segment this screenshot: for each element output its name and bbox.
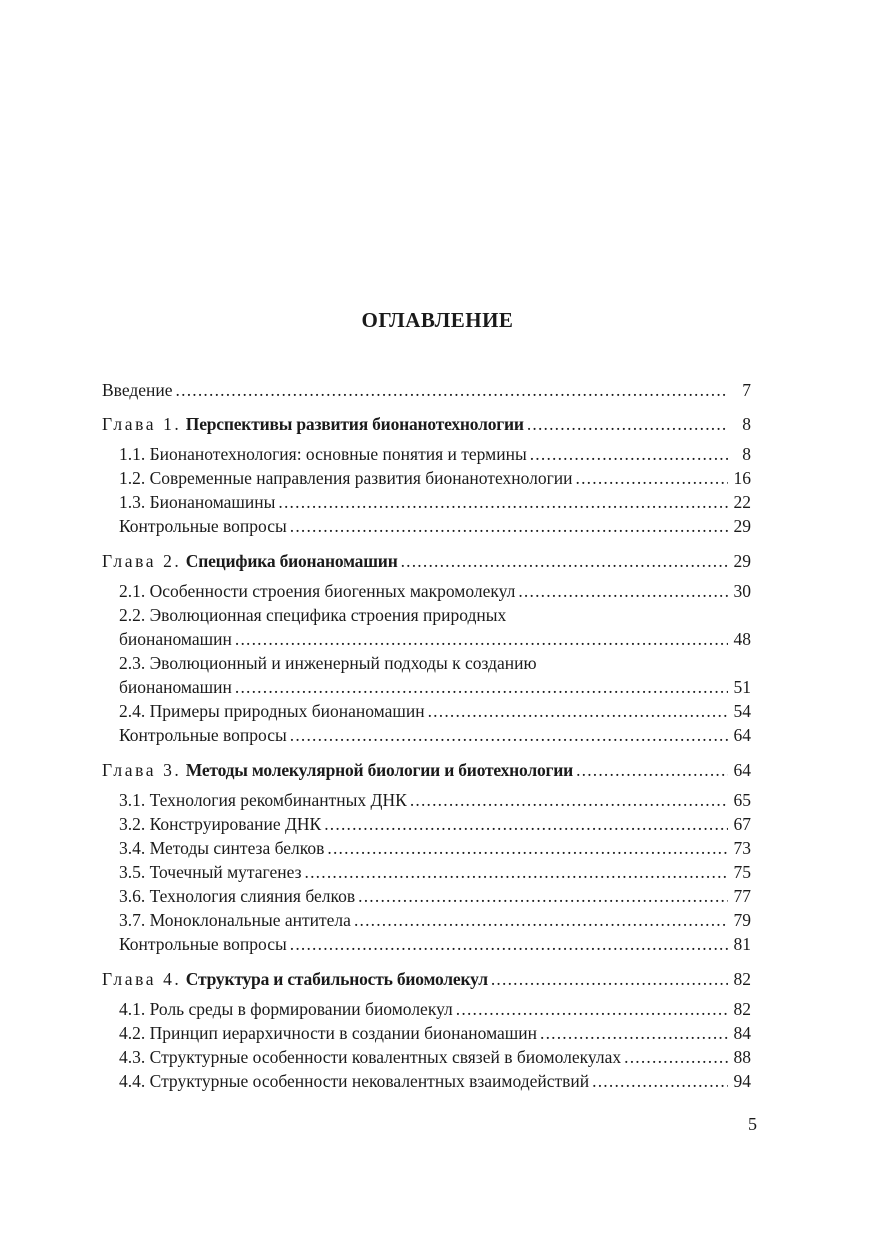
dot-leader xyxy=(410,788,728,812)
dot-leader xyxy=(530,442,728,466)
chapter-prefix: Глава 3. xyxy=(102,760,182,780)
toc-page-number: 64 xyxy=(733,760,751,780)
toc-entry-label: 1.1. Бионанотехнология: основные понятия и термины xyxy=(119,444,527,464)
dot-leader xyxy=(527,412,728,436)
toc-entry[interactable] xyxy=(102,579,751,603)
dot-leader xyxy=(401,549,728,573)
toc-entry-introduction[interactable] xyxy=(102,378,751,402)
toc-page-number: 82 xyxy=(733,969,751,989)
toc-entry-label: 2.1. Особенности строения биогенных макромолекул xyxy=(119,581,516,601)
dot-leader xyxy=(576,758,728,782)
toc-page-number: 88 xyxy=(733,1047,751,1067)
dot-leader xyxy=(540,1021,728,1045)
toc-entry-label: Контрольные вопросы xyxy=(119,934,287,954)
toc-entry-label: 2.4. Примеры природных бионаномашин xyxy=(119,701,425,721)
toc-entry[interactable] xyxy=(102,1045,751,1069)
chapter-prefix: Глава 2. xyxy=(102,551,182,571)
toc-page-number: 65 xyxy=(733,790,751,810)
toc-page-number: 75 xyxy=(733,862,751,882)
toc-entry[interactable] xyxy=(102,1069,751,1093)
toc-chapter-1[interactable] xyxy=(102,412,751,436)
toc-page-number: 73 xyxy=(733,838,751,858)
toc-chapter-2[interactable] xyxy=(102,549,751,573)
toc-entry-label: 3.6. Технология слияния белков xyxy=(119,886,356,906)
toc-page-number: 64 xyxy=(733,725,751,745)
toc-page-number: 82 xyxy=(733,999,751,1019)
chapter-prefix: Глава 4. xyxy=(102,969,182,989)
toc-entry[interactable] xyxy=(102,860,751,884)
toc-entry-label: Введение xyxy=(102,380,173,400)
toc-page-number: 16 xyxy=(733,468,751,488)
toc-entry-label: Контрольные вопросы xyxy=(119,516,287,536)
chapter-title: Перспективы развития бионанотехнологии xyxy=(185,414,524,434)
toc-page-number: 8 xyxy=(742,414,751,434)
dot-leader xyxy=(324,812,728,836)
toc-chapter-3[interactable] xyxy=(102,758,751,782)
toc-entry[interactable] xyxy=(102,699,751,723)
toc-entry-label-first-line: 2.3. Эволюционный и инженерный подходы к созданию xyxy=(119,653,537,673)
dot-leader xyxy=(354,908,728,932)
chapter-title: Специфика бионаномашин xyxy=(185,551,398,571)
dot-leader xyxy=(624,1045,728,1069)
toc-entry[interactable] xyxy=(102,884,751,908)
toc-page-number: 54 xyxy=(733,701,751,721)
toc-entry[interactable] xyxy=(102,723,751,747)
dot-leader xyxy=(290,514,728,538)
dot-leader xyxy=(456,997,728,1021)
toc-page-number: 79 xyxy=(733,910,751,930)
dot-leader xyxy=(176,378,728,402)
toc-entry[interactable] xyxy=(102,836,751,860)
toc-page-number: 51 xyxy=(733,677,751,697)
toc-entry-label: 3.4. Методы синтеза белков xyxy=(119,838,325,858)
toc-entry-label: 4.2. Принцип иерархичности в создании бионаномашин xyxy=(119,1023,537,1043)
toc-entry-label: 4.3. Структурные особенности ковалентных связей в биомолекулах xyxy=(119,1047,622,1067)
toc-entry-label: бионаномашин xyxy=(119,677,232,697)
toc-page-number: 48 xyxy=(733,629,751,649)
toc-entry-label: бионаномашин xyxy=(119,629,232,649)
toc-page-number: 29 xyxy=(733,551,751,571)
toc-entry-label: 3.7. Моноклональные антитела xyxy=(119,910,351,930)
toc-entry-label: 1.2. Современные направления развития бионанотехнологии xyxy=(119,468,573,488)
toc-page-number: 67 xyxy=(733,814,751,834)
toc-page-number: 84 xyxy=(733,1023,751,1043)
toc-entry-label-first-line: 2.2. Эволюционная специфика строения природных xyxy=(119,605,507,625)
dot-leader xyxy=(592,1069,728,1093)
toc-entry-label: 4.1. Роль среды в формировании биомолекул xyxy=(119,999,453,1019)
toc-entry[interactable] xyxy=(102,997,751,1021)
dot-leader xyxy=(327,836,728,860)
toc-entry-label: Контрольные вопросы xyxy=(119,725,287,745)
toc-page-number: 77 xyxy=(733,886,751,906)
dot-leader xyxy=(518,579,728,603)
dot-leader xyxy=(576,466,728,490)
toc-page-number: 94 xyxy=(733,1071,751,1091)
toc-entry-label: 3.2. Конструирование ДНК xyxy=(119,814,322,834)
dot-leader xyxy=(235,675,728,699)
page-title: ОГЛАВЛЕНИЕ xyxy=(361,308,514,332)
toc-entry-label: 3.5. Точечный мутагенез xyxy=(119,862,302,882)
toc-entry[interactable] xyxy=(102,812,751,836)
chapter-title: Структура и стабильность биомолекул xyxy=(185,969,488,989)
toc-entry[interactable] xyxy=(102,514,751,538)
toc-entry[interactable] xyxy=(102,675,751,699)
dot-leader xyxy=(305,860,728,884)
dot-leader xyxy=(290,723,728,747)
dot-leader xyxy=(491,967,728,991)
chapter-prefix: Глава 1. xyxy=(102,414,182,434)
toc-page-number: 30 xyxy=(733,581,751,601)
toc-entry[interactable] xyxy=(102,908,751,932)
dot-leader xyxy=(235,627,728,651)
toc-entry[interactable] xyxy=(102,788,751,812)
page-number: 5 xyxy=(748,1114,757,1134)
toc-page-number: 8 xyxy=(742,444,751,464)
dot-leader xyxy=(290,932,728,956)
toc-page-number: 22 xyxy=(733,492,751,512)
toc-entry-label: 3.1. Технология рекомбинантных ДНК xyxy=(119,790,407,810)
toc-entry-label: 4.4. Структурные особенности нековалентных взаимодействий xyxy=(119,1071,590,1091)
toc-entry-label: 1.3. Бионаномашины xyxy=(119,492,276,512)
dot-leader xyxy=(278,490,728,514)
table-of-contents xyxy=(102,378,751,1093)
toc-page-number: 7 xyxy=(742,380,751,400)
toc-entry[interactable] xyxy=(102,490,751,514)
toc-entry[interactable] xyxy=(102,932,751,956)
dot-leader xyxy=(358,884,728,908)
dot-leader xyxy=(428,699,728,723)
toc-chapter-4[interactable] xyxy=(102,967,751,991)
toc-entry[interactable] xyxy=(102,466,751,490)
toc-entry[interactable] xyxy=(102,442,751,466)
toc-entry[interactable] xyxy=(102,1021,751,1045)
toc-page-number: 81 xyxy=(733,934,751,954)
toc-entry[interactable] xyxy=(102,627,751,651)
toc-page-number: 29 xyxy=(733,516,751,536)
chapter-title: Методы молекулярной биологии и биотехнологии xyxy=(185,760,574,780)
